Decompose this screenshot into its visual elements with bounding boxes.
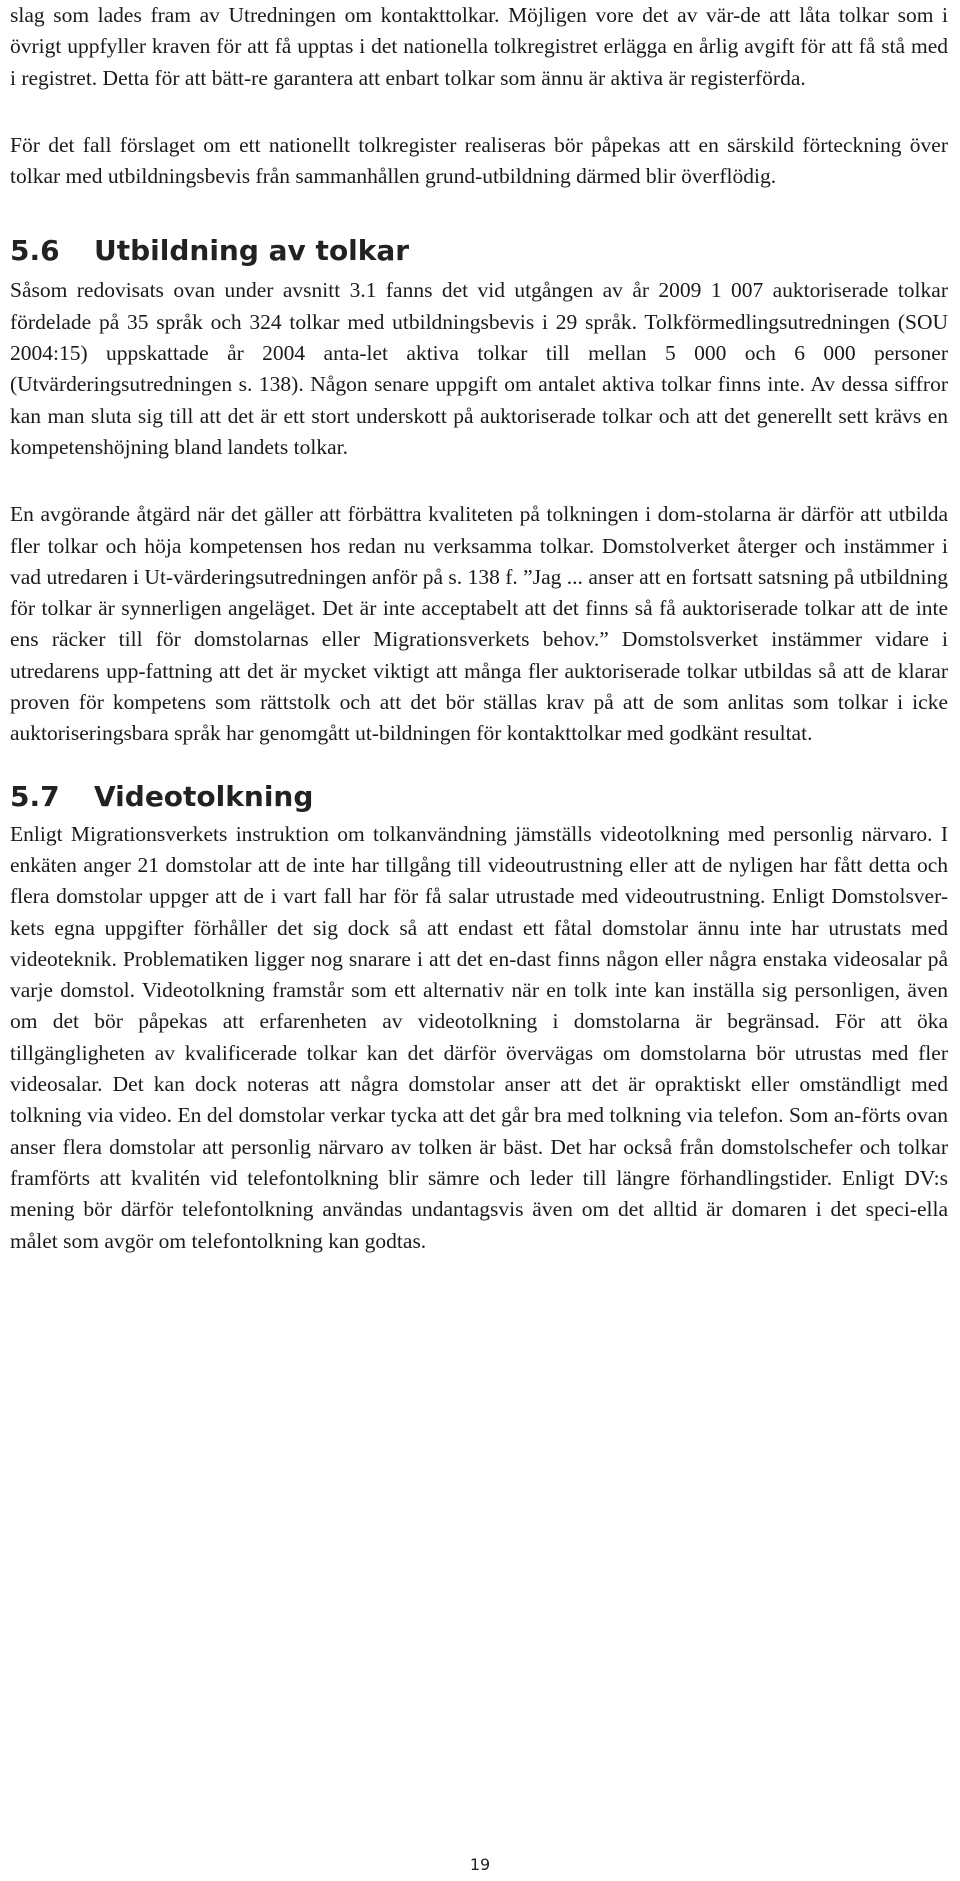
section-number: 5.7 <box>10 779 60 813</box>
section-heading-5-7 <box>10 780 948 813</box>
section-heading-5-6 <box>10 234 948 267</box>
paragraph-training-measures: En avgörande åtgärd när det gäller att förbättra kvaliteten på tolkningen i dom-stolarna är därför att utbilda fler tolkar och höja kompetensen hos redan nu verksamma tolkar. Domstolverket återger och instämmer i vad utredaren i Ut-värderingsutredningen anför på s. 138 f. ”Jag ... anser att en fortsatt satsning på utbildning för tolkar är synnerligen angeläget. Det är inte acceptabelt att det finns så få auktoriserade tolkar att de inte ens räcker till för domstolarnas eller Migrationsverkets behov.” Domstolsverket instämmer vidare i utredarens upp-fattning att det är mycket viktigt att många fler auktoriserade tolkar utbildas så att de klarar proven för kompetens som rättstolk och att det bör ställas krav på att de som anlitas som tolkar i icke auktoriseringsbara språk har genomgått ut-bildningen för kontakttolkar med godkänt resultat. <box>10 502 948 746</box>
section-title: Utbildning av tolkar <box>94 234 410 268</box>
section-number: 5.6 <box>10 234 60 268</box>
document-page <box>10 0 948 1257</box>
paragraph-interpreter-statistics: Såsom redovisats ovan under avsnitt 3.1 fanns det vid utgången av år 2009 1 007 auktoriserade tolkar fördelade på 35 språk och 324 tolkar med utbildningsbevis i 29 språk. Tolkförmedlingsutredningen (SOU 2004:15) uppskattade år 2004 anta-let aktiva tolkar till mellan 5 000 och 6 000 personer (Utvärderingsutredningen s. 138). Någon senare uppgift om antalet aktiva tolkar finns inte. Av dessa siffror kan man sluta sig till att det är ett stort underskott på auktoriserade tolkar och att det generellt sett krävs en kompetenshöjning bland landets tolkar. <box>10 278 948 459</box>
paragraph-register-fee: slag som lades fram av Utredningen om kontakttolkar. Möjligen vore det av vär-de att låta tolkar som i övrigt uppfyller kraven för att få upptas i det nationella tolkregistret erlägga en årlig avgift för att få stå med i registret. Detta för att bätt-re garantera att enbart tolkar som ännu är aktiva är registerförda. <box>10 3 948 90</box>
paragraph-video-interpreting: Enligt Migrationsverkets instruktion om tolkanvändning jämställs videotolkning med personlig närvaro. I enkäten anger 21 domstolar att de inte har tillgång till videoutrustning eller att de nyligen har fått detta och flera domstolar uppger att de i vart fall har för få salar utrustade med videoutrustning. Enligt Domstolsver-kets egna uppgifter förhåller det sig dock så att endast ett fåtal domstolar ännu inte har utrustats med videoteknik. Problematiken ligger nog snarare i att det en-dast finns någon eller några enstaka videosalar på varje domstol. Videotolkning framstår som ett alternativ när en tolk inte kan inställa sig personligen, även om det bör påpekas att erfarenheten av videotolkning i domstolarna är begränsad. För att öka tillgängligheten av kvalificerade tolkar kan det därför övervägas om domstolarna bör utrustas med fler videosalar. Det kan dock noteras att några domstolar anser att det är opraktiskt eller omständligt med tolkning via video. En del domstolar verkar tycka att det går bra med tolkning via telefon. Som an-förts ovan anser flera domstolar att personlig närvaro av tolken är bäst. Det har också från domstolschefer och tolkar framförts att kvalitén vid telefontolkning blir sämre och leder till längre förhandlingstider. Enligt DV:s mening bör därför telefontolkning användas undantagsvis även om det alltid är domaren i det speci-ella målet som avgör om telefontolkning kan godtas. <box>10 821 948 1253</box>
paragraph-register-overlap: För det fall förslaget om ett nationellt tolkregister realiseras bör påpekas att en särskild förteckning över tolkar med utbildningsbevis från sammanhållen grund-utbildning därmed blir överflödig. <box>10 132 948 189</box>
section-title: Videotolkning <box>94 779 314 813</box>
page-number: 19 <box>469 1855 491 1874</box>
